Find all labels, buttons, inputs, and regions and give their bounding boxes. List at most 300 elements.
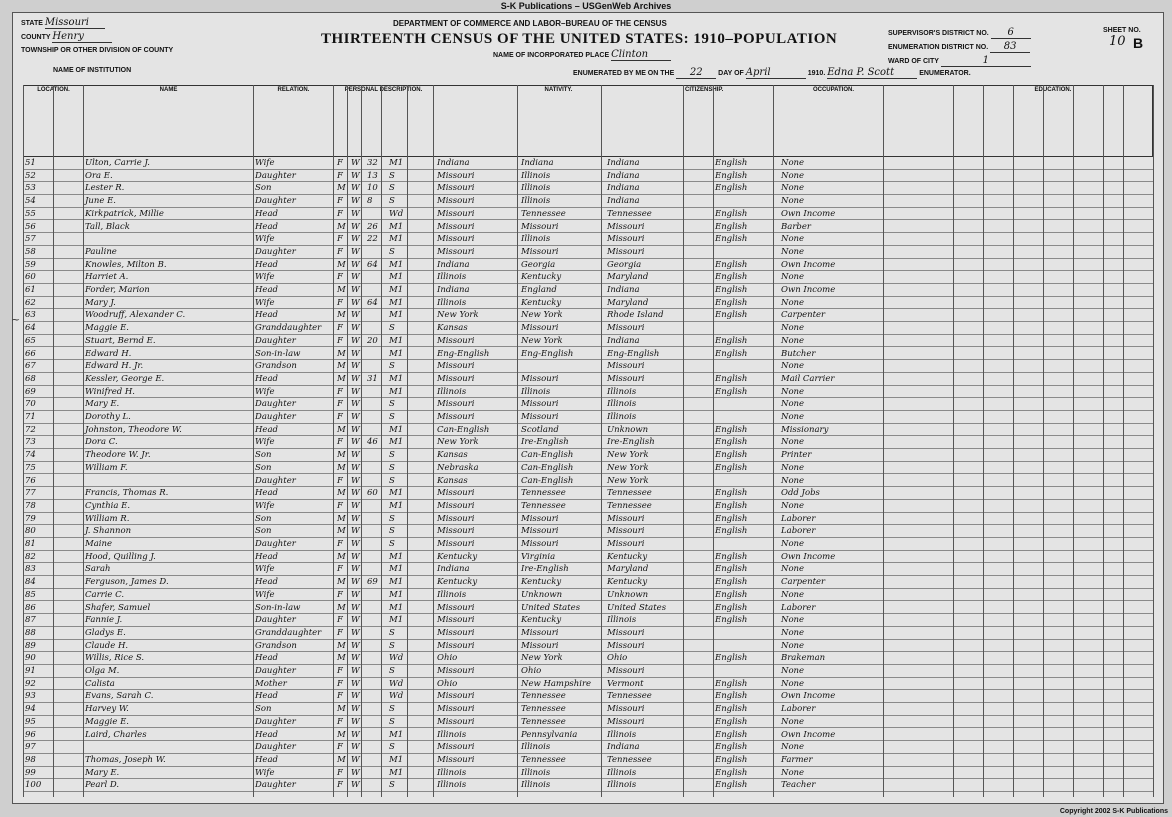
cell-father: Tennessee — [521, 488, 566, 499]
cell-n: 70 — [25, 399, 36, 410]
cell-father: New York — [521, 335, 563, 346]
cell-birth: Missouri — [437, 208, 475, 219]
cell-birth: Kansas — [437, 475, 468, 486]
cell-father: Illinois — [521, 767, 551, 778]
cell-father: Can-English — [521, 475, 574, 486]
cell-lang: English — [715, 691, 748, 702]
cell-rel: Daughter — [255, 780, 296, 791]
cell-ms: M1 — [389, 158, 404, 168]
cell-name: Woodruff, Alexander C. — [85, 310, 186, 321]
cell-n: 97 — [25, 742, 36, 753]
cell-lang: English — [715, 158, 748, 168]
cell-mother: New York — [607, 475, 649, 486]
cell-race: W — [351, 221, 360, 232]
cell-race: W — [351, 754, 360, 765]
cell-lang: English — [715, 488, 748, 499]
cell-ms: S — [389, 475, 395, 486]
cell-lang: English — [715, 716, 748, 727]
cell-name: Mary E. — [85, 767, 120, 778]
cell-n: 88 — [25, 627, 36, 638]
cell-name: Ferguson, James D. — [85, 577, 169, 588]
cell-ms: S — [389, 246, 395, 257]
cell-sex: F — [337, 437, 343, 448]
cell-birth: Missouri — [437, 500, 475, 511]
cell-birth: Missouri — [437, 716, 475, 727]
cell-mother: Kentucky — [607, 551, 648, 562]
cell-name: Dora C. — [85, 437, 118, 448]
cell-sex: M — [337, 450, 346, 461]
cell-occ: None — [781, 640, 805, 651]
enumerator-value: Edna P. Scott — [827, 67, 917, 79]
cell-ms: M1 — [389, 310, 404, 321]
cell-sex: M — [337, 602, 346, 613]
cell-race: W — [351, 196, 360, 207]
cell-sex: F — [337, 678, 343, 689]
cell-name: Hood, Quilling J. — [85, 551, 156, 562]
column-header-citizenship: CITIZENSHIP. — [683, 85, 713, 157]
cell-age: 26 — [367, 221, 378, 232]
cell-n: 63 — [25, 310, 36, 321]
sheet-side: B — [1133, 35, 1144, 51]
cell-race: W — [351, 373, 360, 384]
cell-father: Scotland — [521, 424, 559, 435]
cell-ms: M1 — [389, 424, 404, 435]
cell-sex: F — [337, 627, 343, 638]
cell-ms: S — [389, 399, 395, 410]
cell-sex: F — [337, 767, 343, 778]
grid-line — [53, 85, 54, 797]
cell-sex: F — [337, 666, 343, 676]
cell-age: 60 — [367, 488, 378, 499]
grid-line — [83, 85, 84, 797]
cell-mother: Rhode Island — [607, 310, 664, 321]
cell-ms: M1 — [389, 348, 404, 359]
cell-name: Fannie J. — [85, 615, 123, 626]
column-header-nativity: NATIVITY. — [433, 85, 683, 157]
cell-occ: Own Income — [781, 729, 836, 740]
cell-occ: None — [781, 386, 805, 397]
cell-occ: None — [781, 399, 805, 410]
cell-name: Edward H. — [85, 348, 132, 359]
cell-sex: M — [337, 640, 346, 651]
cell-birth: Indiana — [437, 158, 470, 168]
cell-birth: Missouri — [437, 640, 475, 651]
cell-n: 100 — [25, 780, 42, 791]
cell-sex: M — [337, 424, 346, 435]
cell-race: W — [351, 285, 360, 295]
cell-mother: Illinois — [607, 729, 637, 740]
archive-banner: S-K Publications – USGenWeb Archives — [500, 1, 672, 11]
cell-sex: M — [337, 551, 346, 562]
cell-mother: Indiana — [607, 742, 640, 753]
cell-ms: M1 — [389, 488, 404, 499]
place-label: NAME OF INCORPORATED PLACE — [493, 52, 610, 59]
cell-ms: M1 — [389, 589, 404, 600]
cell-father: Illinois — [521, 386, 551, 397]
cell-sex: M — [337, 221, 346, 232]
cell-father: Ohio — [521, 666, 542, 676]
cell-birth: Kansas — [437, 323, 468, 334]
cell-mother: Missouri — [607, 323, 645, 334]
cell-sex: M — [337, 488, 346, 499]
cell-race: W — [351, 678, 360, 689]
cell-name: Harvey W. — [85, 704, 129, 715]
cell-mother: Indiana — [607, 285, 640, 295]
cell-name: Calista — [85, 678, 115, 689]
cell-lang: English — [715, 653, 748, 664]
cell-lang: English — [715, 615, 748, 626]
column-header-location: LOCATION. — [23, 85, 83, 157]
cell-name: Claude H. — [85, 640, 129, 651]
cell-race: W — [351, 742, 360, 753]
cell-ms: S — [389, 526, 395, 537]
cell-birth: Missouri — [437, 704, 475, 715]
cell-lang: English — [715, 310, 748, 321]
cell-n: 57 — [25, 234, 36, 245]
year-value: 1910. — [807, 70, 826, 77]
cell-ms: S — [389, 666, 395, 676]
grid-line — [983, 85, 984, 797]
cell-birth: Illinois — [437, 386, 467, 397]
cell-birth: Missouri — [437, 488, 475, 499]
cell-sex: M — [337, 183, 346, 194]
cell-name: Ora E. — [85, 170, 113, 181]
supervisor-field — [888, 27, 1031, 39]
cell-name: Maggie E. — [85, 716, 130, 727]
state-field — [21, 17, 105, 29]
cell-occ: None — [781, 627, 805, 638]
grid-line — [1043, 85, 1044, 797]
cell-rel: Son — [255, 462, 272, 473]
cell-birth: Nebraska — [437, 462, 479, 473]
cell-father: Kentucky — [521, 615, 562, 626]
department-title: DEPARTMENT OF COMMERCE AND LABOR–BUREAU OF THE CENSUS — [393, 19, 667, 28]
cell-lang: English — [715, 754, 748, 765]
cell-race: W — [351, 729, 360, 740]
cell-mother: Eng-English — [607, 348, 660, 359]
cell-father: Unknown — [521, 589, 563, 600]
cell-n: 66 — [25, 348, 36, 359]
cell-mother: Indiana — [607, 335, 640, 346]
cell-age: 8 — [367, 196, 373, 207]
cell-ms: S — [389, 412, 395, 422]
cell-father: Tennessee — [521, 716, 566, 727]
cell-mother: Maryland — [607, 297, 649, 308]
cell-rel: Son — [255, 183, 272, 194]
cell-rel: Son — [255, 704, 272, 715]
cell-rel: Head — [255, 310, 278, 321]
cell-birth: New York — [437, 310, 479, 321]
cell-rel: Head — [255, 754, 278, 765]
cell-occ: Brakeman — [781, 653, 826, 664]
cell-race: W — [351, 716, 360, 727]
cell-sex: F — [337, 158, 343, 168]
cell-father: Illinois — [521, 742, 551, 753]
cell-lang: English — [715, 170, 748, 181]
cell-name: Carrie C. — [85, 589, 125, 600]
cell-rel: Son — [255, 450, 272, 461]
cell-ms: M1 — [389, 297, 404, 308]
cell-occ: Own Income — [781, 208, 836, 219]
cell-n: 90 — [25, 653, 36, 664]
cell-ms: Wd — [389, 653, 404, 664]
cell-rel: Head — [255, 691, 278, 702]
cell-name: William F. — [85, 462, 128, 473]
cell-age: 20 — [367, 335, 378, 346]
cell-race: W — [351, 602, 360, 613]
cell-sex: F — [337, 323, 343, 334]
cell-sex: F — [337, 170, 343, 181]
cell-race: W — [351, 183, 360, 194]
cell-n: 92 — [25, 678, 36, 689]
cell-occ: None — [781, 183, 805, 194]
cell-occ: None — [781, 475, 805, 486]
margin-mark: ~ — [11, 313, 21, 326]
cell-occ: Missionary — [781, 424, 829, 435]
cell-name: William R. — [85, 513, 130, 524]
cell-lang: English — [715, 589, 748, 600]
cell-name: J. Shannon — [85, 526, 132, 537]
cell-n: 55 — [25, 208, 36, 219]
cell-race: W — [351, 361, 360, 372]
cell-ms: M1 — [389, 564, 404, 575]
cell-rel: Daughter — [255, 742, 296, 753]
cell-father: Missouri — [521, 246, 559, 257]
grid-line — [601, 85, 602, 797]
cell-lang: English — [715, 513, 748, 524]
cell-sex: F — [337, 475, 343, 486]
enumeration-label: ENUMERATION DISTRICT NO. — [888, 44, 989, 51]
cell-race: W — [351, 539, 360, 549]
cell-name: Mary J. — [85, 297, 116, 308]
cell-lang: English — [715, 729, 748, 740]
cell-ms: M1 — [389, 221, 404, 232]
cell-race: W — [351, 208, 360, 219]
cell-sex: F — [337, 412, 343, 422]
enumerated-field — [573, 67, 971, 79]
cell-race: W — [351, 246, 360, 257]
cell-mother: Missouri — [607, 234, 645, 245]
cell-name: Cynthia E. — [85, 500, 131, 511]
cell-sex: F — [337, 246, 343, 257]
cell-mother: Ire-English — [607, 437, 655, 448]
grid-line — [23, 85, 24, 797]
cell-sex: M — [337, 577, 346, 588]
cell-mother: Tennessee — [607, 500, 652, 511]
cell-ms: M1 — [389, 767, 404, 778]
cell-n: 82 — [25, 551, 36, 562]
census-sheet — [12, 12, 1164, 804]
state-value: Missouri — [45, 17, 105, 29]
cell-occ: Own Income — [781, 551, 836, 562]
day-label: DAY OF — [718, 70, 744, 77]
cell-sex: F — [337, 399, 343, 410]
cell-occ: None — [781, 678, 805, 689]
cell-occ: Own Income — [781, 259, 836, 270]
grid-line — [517, 85, 518, 797]
cell-n: 93 — [25, 691, 36, 702]
enumerator-label: ENUMERATOR. — [919, 70, 971, 77]
cell-ms: M1 — [389, 285, 404, 295]
cell-birth: Kentucky — [437, 551, 478, 562]
cell-birth: Missouri — [437, 412, 475, 422]
cell-age: 46 — [367, 437, 378, 448]
cell-father: Missouri — [521, 399, 559, 410]
cell-mother: United States — [607, 602, 667, 613]
cell-sex: M — [337, 285, 346, 295]
cell-occ: None — [781, 462, 805, 473]
census-title: THIRTEENTH CENSUS OF THE UNITED STATES: 1910–POPULATION — [321, 31, 838, 47]
cell-father: Kentucky — [521, 577, 562, 588]
cell-father: Can-English — [521, 462, 574, 473]
ward-value: 1 — [941, 55, 1031, 67]
cell-age: 31 — [367, 373, 378, 384]
cell-race: W — [351, 424, 360, 435]
cell-n: 98 — [25, 754, 36, 765]
cell-lang: English — [715, 602, 748, 613]
cell-ms: S — [389, 627, 395, 638]
cell-birth: Illinois — [437, 589, 467, 600]
cell-rel: Daughter — [255, 475, 296, 486]
cell-n: 61 — [25, 285, 36, 295]
cell-birth: Missouri — [437, 399, 475, 410]
cell-birth: Missouri — [437, 627, 475, 638]
cell-mother: Illinois — [607, 615, 637, 626]
grid-line — [773, 85, 774, 797]
cell-name: Theodore W. Jr. — [85, 450, 151, 461]
cell-name: Evans, Sarah C. — [85, 691, 154, 702]
cell-name: Laird, Charles — [85, 729, 147, 740]
cell-father: Indiana — [521, 158, 554, 168]
cell-mother: Missouri — [607, 373, 645, 384]
enumerated-label: ENUMERATED BY ME ON THE — [573, 70, 675, 77]
cell-ms: M1 — [389, 729, 404, 740]
cell-lang: English — [715, 450, 748, 461]
cell-ms: S — [389, 513, 395, 524]
cell-ms: S — [389, 640, 395, 651]
cell-birth: Missouri — [437, 335, 475, 346]
cell-n: 78 — [25, 500, 36, 511]
cell-rel: Wife — [255, 272, 275, 283]
cell-lang: English — [715, 208, 748, 219]
cell-name: Kirkpatrick, Millie — [85, 208, 164, 219]
cell-race: W — [351, 259, 360, 270]
cell-sex: F — [337, 335, 343, 346]
cell-ms: S — [389, 780, 395, 791]
cell-race: W — [351, 170, 360, 181]
cell-birth: Missouri — [437, 170, 475, 181]
cell-lang: English — [715, 577, 748, 588]
grid-line — [1013, 85, 1014, 797]
cell-lang: English — [715, 373, 748, 384]
column-header-education: EDUCATION. — [953, 85, 1153, 157]
cell-sex: M — [337, 754, 346, 765]
cell-n: 77 — [25, 488, 36, 499]
state-label: STATE — [21, 20, 43, 27]
cell-race: W — [351, 399, 360, 410]
cell-ms: M1 — [389, 577, 404, 588]
cell-ms: S — [389, 462, 395, 473]
cell-rel: Daughter — [255, 539, 296, 549]
cell-father: Illinois — [521, 183, 551, 194]
cell-n: 75 — [25, 462, 36, 473]
cell-occ: None — [781, 666, 805, 676]
cell-rel: Daughter — [255, 615, 296, 626]
grid-line — [683, 85, 684, 797]
cell-birth: New York — [437, 437, 479, 448]
cell-father: Tennessee — [521, 754, 566, 765]
cell-name: Harriet A. — [85, 272, 129, 283]
cell-birth: Illinois — [437, 780, 467, 791]
cell-mother: Tennessee — [607, 208, 652, 219]
cell-rel: Daughter — [255, 196, 296, 207]
cell-sex: M — [337, 704, 346, 715]
cell-race: W — [351, 666, 360, 676]
cell-occ: Butcher — [781, 348, 816, 359]
cell-name: Mary E. — [85, 399, 120, 410]
cell-n: 72 — [25, 424, 36, 435]
cell-mother: Unknown — [607, 424, 649, 435]
cell-birth: Missouri — [437, 615, 475, 626]
cell-birth: Illinois — [437, 767, 467, 778]
cell-occ: None — [781, 589, 805, 600]
cell-race: W — [351, 297, 360, 308]
cell-race: W — [351, 437, 360, 448]
cell-father: Illinois — [521, 170, 551, 181]
sheet-label: SHEET NO. — [1103, 27, 1141, 34]
cell-name: Forder, Marion — [85, 285, 150, 295]
grid-line — [1123, 85, 1124, 797]
cell-mother: Tennessee — [607, 754, 652, 765]
cell-n: 56 — [25, 221, 36, 232]
cell-ms: S — [389, 450, 395, 461]
cell-mother: Indiana — [607, 183, 640, 194]
cell-father: Tennessee — [521, 704, 566, 715]
cell-name: Dorothy L. — [85, 412, 131, 422]
cell-sex: F — [337, 716, 343, 727]
cell-occ: Own Income — [781, 285, 836, 295]
cell-sex: M — [337, 653, 346, 664]
cell-mother: Missouri — [607, 513, 645, 524]
cell-race: W — [351, 640, 360, 651]
cell-birth: Missouri — [437, 742, 475, 753]
cell-race: W — [351, 767, 360, 778]
cell-ms: M1 — [389, 551, 404, 562]
cell-ms: M1 — [389, 335, 404, 346]
cell-occ: None — [781, 246, 805, 257]
cell-lang: English — [715, 437, 748, 448]
cell-n: 85 — [25, 589, 36, 600]
cell-father: Tennessee — [521, 500, 566, 511]
cell-race: W — [351, 158, 360, 168]
cell-race: W — [351, 551, 360, 562]
cell-rel: Head — [255, 424, 278, 435]
cell-rel: Son — [255, 513, 272, 524]
supervisor-label: SUPERVISOR'S DISTRICT NO. — [888, 30, 989, 37]
cell-birth: Eng-English — [437, 348, 490, 359]
cell-occ: None — [781, 323, 805, 334]
cell-race: W — [351, 691, 360, 702]
cell-lang: English — [715, 272, 748, 283]
cell-mother: New York — [607, 462, 649, 473]
cell-sex: F — [337, 589, 343, 600]
day-value: 22 — [676, 67, 716, 79]
cell-lang: English — [715, 424, 748, 435]
cell-sex: M — [337, 729, 346, 740]
cell-sex: F — [337, 564, 343, 575]
grid-line — [253, 85, 254, 797]
cell-birth: Missouri — [437, 513, 475, 524]
